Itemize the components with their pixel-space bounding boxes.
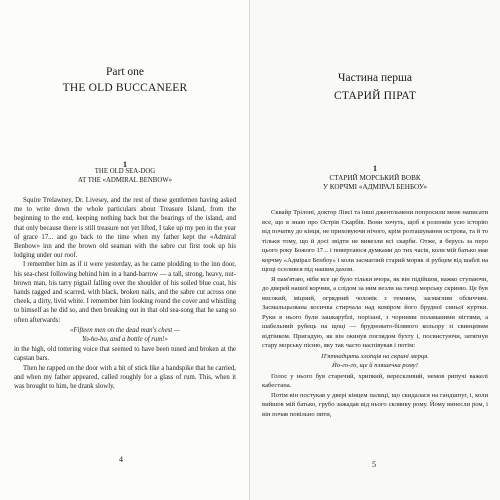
- verse-line: Йо-го-го, ще й пляшечка рому!: [332, 362, 418, 369]
- paragraph: Squire Trelawney, Dr. Livesey, and the rest of these gentlemen having asked me to write down the whole particulars about Treasure Island, from the beginning to the end, keeping nothing back but the bearings of the island, and that only because there is still treasure not yet lifted, I take up my pen in the year of grace 17... and go back to the time when my father kept the «Admiral Benbow» inn and the brown old seaman with the sabre cut first took up his lodging under our roof.: [14, 197, 236, 260]
- paragraph: Then he rapped on the door with a bit of stick like a handspike that he carried, and when my father appeared, called roughly for a glass of rum. This, when it was brought to him, he drank slowly,: [14, 364, 236, 391]
- chapter-title-line: СТАРИЙ МОРСЬКИЙ ВОВК: [329, 174, 421, 182]
- verse-line: Yo-ho-ho, and a bottle of rum!»: [82, 336, 168, 344]
- paragraph: Голос у нього був старечий, хрипкий, верескливий, немов рипучі важелі кабестана.: [262, 372, 488, 389]
- part-label: Part one: [105, 66, 144, 78]
- paragraph: Я пам'ятаю, ніби все це було тільки вчора, як він підійшов, важко ступаючи, до дверей нашої корчми, а слідом за ним везли на тачці морську скриню. Це був високий, міцний, огрядний чоловік з темним, засмаглим обличчям. Засмальцьована косичка стирчала над коміром його брудної синьої куртки. Руки в нього були зашкарублі, порізані, з чорними поламаними нігтями, а шабельний рубець на щоці — брудновато-білявого кольору зі свинцевим відтінком. Пригадую, як він окинув поглядом бухту і, посвистуючи, затягнув стару морську пісню, яку так часто наспівував і потім:: [262, 275, 488, 349]
- chapter-title-line: THE OLD SEA-DOG: [94, 168, 156, 175]
- body-text: [262, 208, 488, 419]
- page-number: 4: [119, 455, 123, 464]
- paragraph: Потім він постукав у двері кінцем палиці, що скидалася на гандшпуг, і, коли вийшов мій батько, грубо зажадав від нього склянку рому. Йому винесли ром, і він почав повільно пити,: [262, 391, 488, 418]
- song-verse: [262, 352, 488, 371]
- chapter-number: 1: [123, 160, 127, 169]
- chapter-title: [250, 174, 500, 192]
- verse-line: П'ятнадцять хлопців на скрині мерця.: [321, 352, 429, 360]
- part-title: THE OLD BUCCANEER: [62, 82, 188, 94]
- chapter-title-line: У КОРЧМІ «АДМІРАЛ БЕНБОУ»: [322, 182, 428, 191]
- song-verse: [14, 326, 236, 344]
- part-title: СТАРИЙ ПІРАТ: [333, 90, 417, 102]
- chapter-title-line: AT THE «ADMIRAL BENBOW»: [77, 176, 173, 184]
- chapter-title: [0, 168, 250, 185]
- page-number: 5: [372, 460, 376, 469]
- right-page: [250, 0, 500, 500]
- verse-line: «Fifteen men on the dead man's chest —: [70, 326, 180, 334]
- paragraph: in the high, old tottering voice that seemed to have been tuned and broken at the capstan bars.: [14, 346, 236, 363]
- chapter-number: 1: [373, 164, 377, 173]
- paragraph: Сквайр Трілоні, доктор Лівсі та інші джентльмени попросили мене написати все, що я знаю про Острів Скарбів. Вони хочуть, щоб я розповів усю історію від початку до кінця, не приховуючи нічого, крім розташування острова, та й то тільки тому, що й досі звідти не вивезли всі скарби. Отже, я берусь за перо цього року Божого 17... і повертаюся думками до тих часів, коли мій батько мав корчму «Адмірал Бенбоу» і коли засмаглий старий моряк зі рубцем від шаблі на щоці оселився під нашим дахом.: [262, 209, 488, 273]
- body-text: [14, 196, 236, 391]
- paragraph: I remember him as if it were yesterday, as he came plodding to the inn door, his sea-chest following behind him in a hand-barrow — a tall, strong, heavy, nut-brown man, his tarry pigtail falling over the shoulder of his soiled blue coat, his hands ragged and scarred, with black, broken nails, and the sabre cut across one cheek, a dirty, livid white. I remember him looking round the cover and whistling to himself as he did so, and then breaking out in that old sea-song that he sang so often afterwards:: [14, 261, 236, 324]
- part-label: Частина перша: [338, 72, 412, 84]
